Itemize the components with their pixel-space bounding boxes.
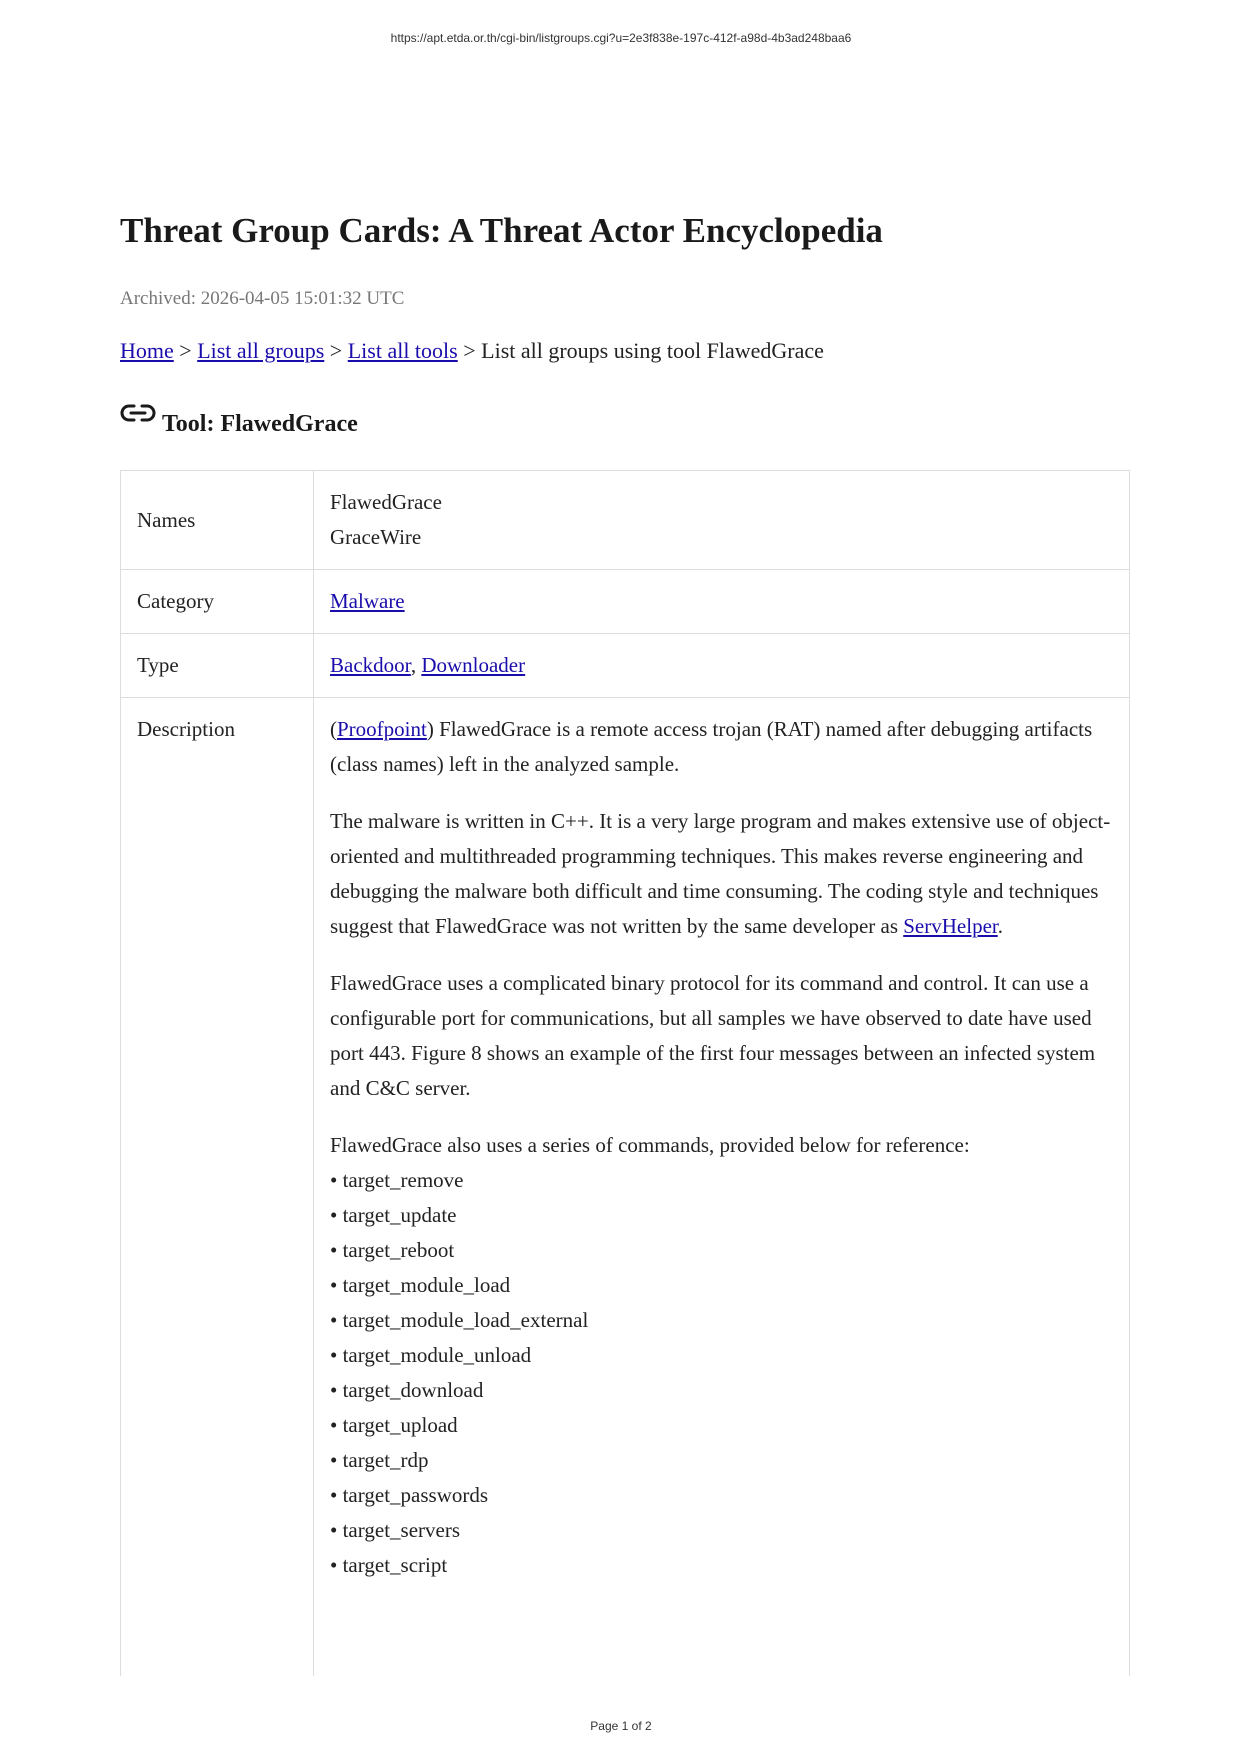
description-text: ) FlawedGrace is a remote access trojan (RAT) named after debugging artifacts (class names) left in the analyzed sample.	[330, 717, 1093, 776]
command-list-intro: FlawedGrace also uses a series of commands, provided below for reference:	[330, 1133, 970, 1157]
name-item: FlawedGrace	[330, 490, 442, 514]
tool-heading-text: Tool: FlawedGrace	[162, 411, 358, 437]
command-item: • target_module_load_external	[330, 1308, 589, 1332]
table-row-type	[121, 634, 1130, 698]
command-item: • target_script	[330, 1553, 448, 1577]
command-item: • target_rdp	[330, 1448, 429, 1472]
type-value	[314, 634, 1130, 698]
table-row-names	[121, 471, 1130, 570]
breadcrumb-separator: >	[457, 338, 482, 363]
command-item: • target_upload	[330, 1413, 458, 1437]
type-label: Type	[121, 634, 314, 698]
command-item: • target_module_unload	[330, 1343, 532, 1367]
command-item: • target_passwords	[330, 1483, 489, 1507]
command-item: • target_servers	[330, 1518, 460, 1542]
link-icon	[120, 402, 156, 424]
breadcrumb-groups-link[interactable]: List all groups	[197, 338, 325, 363]
description-paragraph	[330, 804, 1113, 944]
command-list	[330, 1128, 1113, 1583]
page-number: Page 1 of 2	[590, 1719, 652, 1733]
page-title: Threat Group Cards: A Threat Actor Encyclopedia	[120, 211, 883, 250]
type-backdoor-link[interactable]: Backdoor	[330, 653, 411, 677]
description-text: .	[997, 914, 1003, 938]
page-url: https://apt.etda.or.th/cgi-bin/listgroups.cgi?u=2e3f838e-197c-412f-a98d-4b3ad248baa6	[390, 31, 852, 45]
description-text: The malware is written in C++. It is a very large program and makes extensive use of object-oriented and multithreaded programming techniques. This makes reverse engineering and debugging the malware both difficult and time consuming. The coding style and techniques suggest that FlawedGrace was not written by the same developer as	[330, 809, 1111, 938]
breadcrumb-tools-link[interactable]: List all tools	[347, 338, 458, 363]
table-row-category	[121, 570, 1130, 634]
archived-timestamp: Archived: 2026-04-05 15:01:32 UTC	[120, 288, 405, 309]
type-separator: ,	[410, 653, 422, 677]
servhelper-link[interactable]: ServHelper	[903, 914, 998, 938]
command-item: • target_module_load	[330, 1273, 511, 1297]
paren-open: (	[330, 717, 337, 741]
command-item: • target_remove	[330, 1168, 464, 1192]
names-value	[314, 471, 1130, 570]
table-row-description	[121, 698, 1130, 1677]
breadcrumb-separator: >	[324, 338, 348, 363]
description-value	[314, 698, 1130, 1677]
category-malware-link[interactable]: Malware	[330, 589, 405, 613]
command-item: • target_download	[330, 1378, 484, 1402]
tool-heading	[120, 402, 358, 438]
breadcrumb	[120, 338, 824, 364]
description-label: Description	[121, 698, 314, 1677]
name-item: GraceWire	[330, 525, 422, 549]
description-paragraph	[330, 712, 1113, 782]
proofpoint-source-link[interactable]: Proofpoint	[337, 717, 427, 741]
names-label: Names	[121, 471, 314, 570]
command-item: • target_update	[330, 1203, 457, 1227]
description-paragraph: FlawedGrace uses a complicated binary protocol for its command and control. It can use a configurable port for communications, but all samples we have observed to date have used port 443. Figure 8 shows an example of the first four messages between an infected system and C&C server.	[330, 971, 1096, 1100]
breadcrumb-separator: >	[173, 338, 198, 363]
category-label: Category	[121, 570, 314, 634]
type-downloader-link[interactable]: Downloader	[421, 653, 526, 677]
tool-info-table	[120, 470, 1130, 1676]
category-value	[314, 570, 1130, 634]
command-item: • target_reboot	[330, 1238, 455, 1262]
breadcrumb-home-link[interactable]: Home	[120, 338, 174, 363]
breadcrumb-current: List all groups using tool FlawedGrace	[481, 338, 824, 363]
